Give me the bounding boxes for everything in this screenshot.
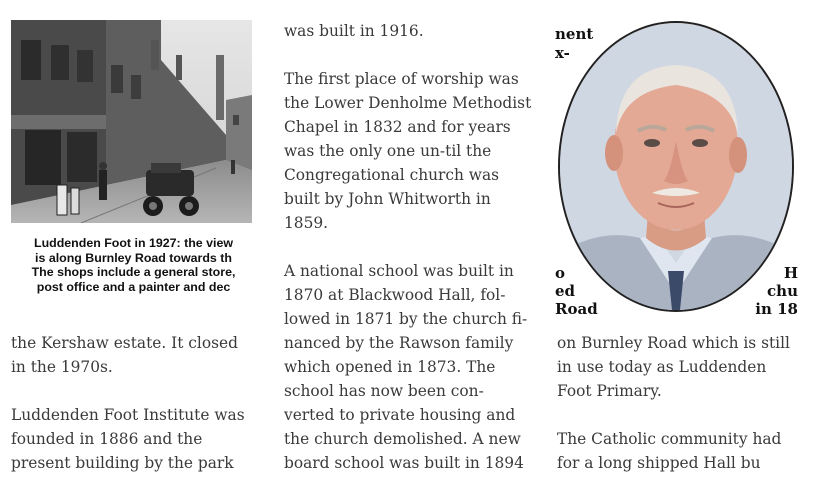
portrait-image — [560, 23, 792, 310]
caption-line: is along Burnley Road towards th — [35, 250, 232, 265]
col1-paragraph-1: the Kershaw estate. It closed in the 1970s. — [11, 334, 238, 376]
col2-paragraph-1: The first place of worship was the Lower Denholme Methodist Chapel in 1832 and for years was the only one un-til the Congregational church was built by John Whitworth in 1859. — [284, 70, 532, 232]
bg-text-line: H — [783, 264, 798, 282]
col1-paragraph-2: Luddenden Foot Institute was founded in 1886 and the present building by the park — [11, 406, 245, 472]
bg-text-line: nent — [555, 25, 594, 43]
caption-line: post office and a painter and dec — [36, 279, 231, 294]
bg-text-line: x- — [555, 44, 570, 62]
col2-paragraph-2: A national school was built in 1870 at Blackwood Hall, fol-lowed in 1871 by the church fi-nanced by the Rawson family which opened in 1873. The school has now been con-verted to private housing and the church demolished. A new board school was built in 1894 — [284, 262, 528, 472]
col3-paragraph-1: on Burnley Road which is still in use today as Luddenden Foot Primary. — [557, 334, 790, 400]
street-photo-image — [11, 20, 252, 223]
caption-line: Luddenden Foot in 1927: the view — [34, 236, 233, 250]
bg-text-line: Road — [555, 300, 598, 316]
caption-line: The shops include a general store, — [31, 265, 236, 279]
col2-paragraph-0: was built in 1916. — [284, 22, 424, 40]
bg-text-line: in 18 — [755, 300, 798, 316]
portrait-oval — [558, 21, 794, 312]
street-photo-1927 — [11, 20, 252, 223]
portrait-photo — [555, 18, 798, 316]
bg-text-line: chu — [767, 282, 798, 300]
col3-paragraph-2: The Catholic community had for a long shipped Hall bu — [557, 430, 782, 472]
photo-caption — [11, 236, 256, 294]
bg-text-line: ed — [555, 282, 576, 300]
bg-text-line: o — [555, 264, 566, 282]
